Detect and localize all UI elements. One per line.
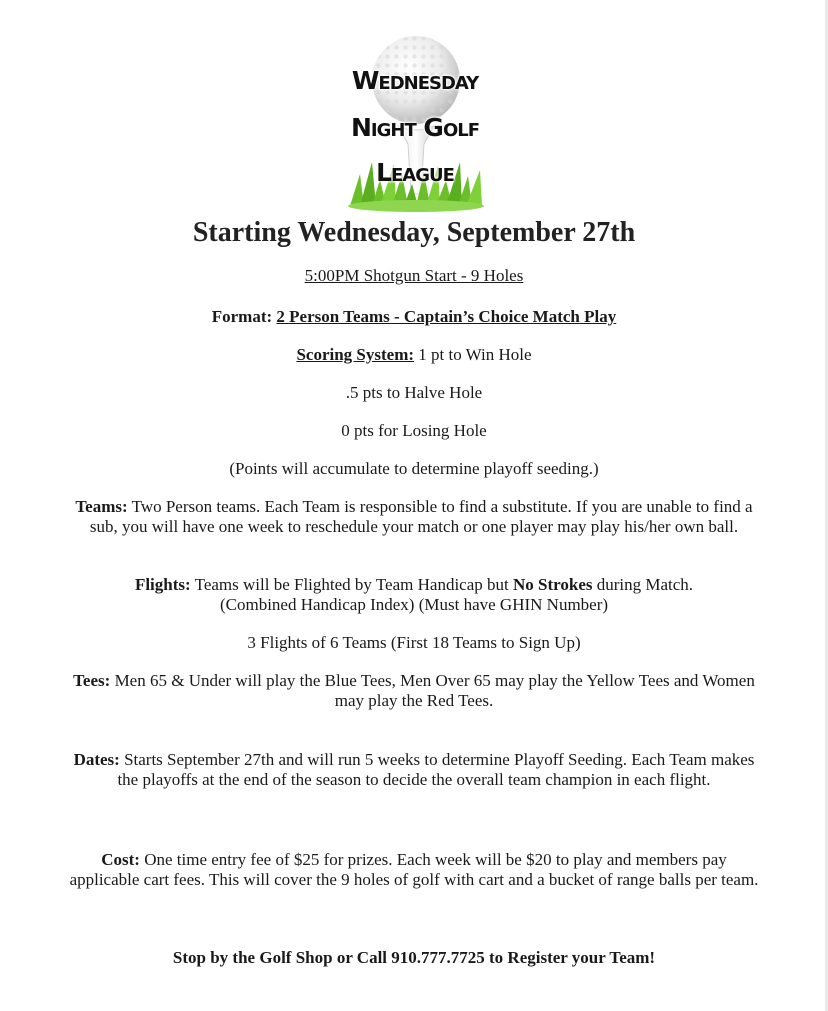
logo-line-1: Wednesday xyxy=(351,66,479,95)
flights-count: 3 Flights of 6 Teams (First 18 Teams to Sign Up) xyxy=(247,633,581,652)
scoring-lose: 0 pts for Losing Hole xyxy=(341,421,487,440)
scoring-halve: .5 pts to Halve Hole xyxy=(345,383,483,402)
teams-label: Teams: xyxy=(75,497,128,516)
logo-line-2: Night Golf xyxy=(350,113,480,142)
cost-label: Cost: xyxy=(101,850,140,869)
flights-section xyxy=(0,575,828,615)
dates-section xyxy=(0,750,828,790)
teams-text: Two Person teams. Each Team is responsible to find a substitute. If you are unable to find a sub, you will have one week to reschedule your match or one player may play his/her own ball. xyxy=(89,497,753,536)
shotgun-start xyxy=(0,266,828,286)
scoring-note: (Points will accumulate to determine playoff seeding.) xyxy=(229,459,599,478)
page-title: Starting Wednesday, September 27th xyxy=(192,217,636,248)
tees-label: Tees: xyxy=(73,671,111,690)
flights-line2: (Combined Handicap Index) (Must have GHIN Number) xyxy=(219,595,609,614)
cost-section xyxy=(0,850,828,890)
shotgun-text: 5:00PM Shotgun Start - 9 Holes xyxy=(304,266,524,285)
flights-label: Flights: xyxy=(134,575,191,594)
league-logo xyxy=(320,34,510,212)
scoring-label: Scoring System: xyxy=(296,345,415,364)
scoring-win: 1 pt to Win Hole xyxy=(418,345,532,364)
scoring-line xyxy=(0,345,828,365)
register-call-to-action: Stop by the Golf Shop or Call 910.777.7725 to Register your Team! xyxy=(172,948,656,967)
flights-text-after: during Match. xyxy=(596,575,694,594)
tees-text: Men 65 & Under will play the Blue Tees, Men Over 65 may play the Yellow Tees and Women may play the Red Tees. xyxy=(114,671,755,710)
flights-no-strokes: No Strokes xyxy=(512,575,593,594)
flights-text-before: Teams will be Flighted by Team Handicap but xyxy=(194,575,509,594)
logo-line-3: League xyxy=(376,158,454,187)
cost-text: One time entry fee of $25 for prizes. Each week will be $20 to play and members pay applicable cart fees. This will cover the 9 holes of golf with cart and a bucket of range balls per team. xyxy=(69,850,759,889)
teams-section xyxy=(0,497,828,537)
tees-section xyxy=(0,671,828,711)
dates-label: Dates: xyxy=(73,750,120,769)
format-line xyxy=(0,307,828,327)
format-label: Format: xyxy=(211,307,273,326)
format-value: 2 Person Teams - Captain’s Choice Match Play xyxy=(276,307,617,326)
dates-text: Starts September 27th and will run 5 weeks to determine Playoff Seeding. Each Team makes the playoffs at the end of the season to decide the overall team champion in each flight. xyxy=(117,750,755,789)
